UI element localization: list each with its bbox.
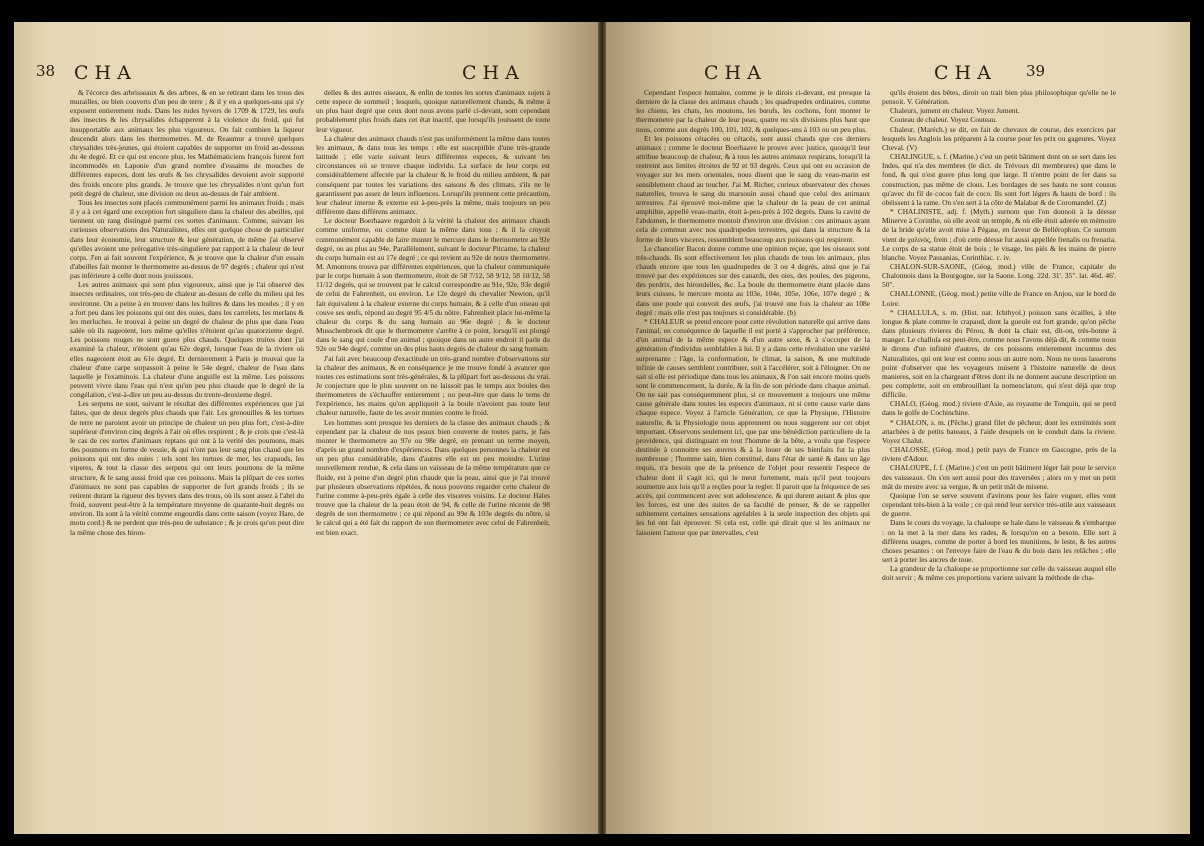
running-head-right-2: CHA [934, 62, 997, 84]
paragraph: * CHALEUR se prend encore pour cette révolution naturelle qui arrive dans l'animal, en conséquence de laquelle il est porté à s'approcher par préférence, d'un animal de la même espece & d'un autre sexe, & à s'occuper de la génération d'individus semblables à lui. Il y a dans cette révolution une variété surprenante : l'âge, la conformation, le climat, la saison, & une multitude infinie de causes semblent contribuer, soit à l'accélérer, soit à l'éloigner. On ne sait si elle est périodique dans tous les animaux, & l'on sait encore moins quels sont le commencement, la durée, & la fin de son période dans chaque animal. On ne sait pas conséquemment plus, si ce mouvement a toujours une même cause générale dans toutes les especes d'animaux, ni si cette cause varie dans chaque espece. Voyez à l'article Génération, ce que la Physique, l'Histoire naturelle, & la Physiologie nous apprennent ou nous suggerent sur cet objet important. Observons seulement ici, que par une bénédiction particuliere de la providence, qui distinguant en tout l'homme de la bête, a voulu que l'espece destinée à connoitre ses œuvres & à la louer de ses bienfaits fut la plus nombreuse ; l'homme sain, bien constitué, dans l'état de santé & dans un âge requis, n'a besoin que de la présence de l'objet pour ressentir l'espece de chaleur dont il s'agit ici, qui le meut fortement, mais qu'il peut toujours soumettre aux lois qu'il a reçûes pour la regler. Il paroit que la fréquence de ses accès, qui commencent avec son adolescence, & qui durent autant & plus que les forces, est une des suites de sa faculté de penser, & de se rappeller subitement certaines sensations agréables à la seule inspection des objets qui les lui ont fait éprouver. Si cela est, celle qui dirait que si les animaux ne faisoient l'amour que par intervalles, c'est [636, 316, 870, 537]
paragraph: CHALOUPE, f. f. (Marine.) c'est un petit bâtiment léger fait pour le service des vaisseaux. On s'en sert aussi pour des traversées ; alors on y met un petit mât de mestre avec sa vergue, & un petit mât de misene. [882, 463, 1116, 491]
running-head-right-1: CHA [704, 62, 767, 84]
paragraph: Les serpens ne sont, suivant le résultat des différentes expériences que j'ai faites, que de deux degrés plus chauds que l'air. Les grenouilles & les tortues de terre ne paroient avoir un principe de chaleur un peu plus fort, c'est-à-dire supérieur d'environ cinq degrés à l'air où elles respirent ; & je crois que c'est-là le cas de ces sortes d'animaux reptans qui ont à la verité des poumons, mais des poumons en forme de vessie, & qui n'ont pas leur sang plus chaud que les poissons qui ont des ouies : tels sont les tortues de mer, les crapauds, les viperes, & tout la classe des serpens qui ont leurs poumons de la même structure, & le sang aussi froid que ces poissons. Mais la plûpart de ces sortes d'animaux ne sont pas capables de supporter de fort grands froids ; ils se retirent durant la rigueur des hyvers dans des trous, où ils sont assez à l'abri du froid, souvent peut-être à la température moyenne de quarante-huit degrés ou environ. Ils sont à la vérité comme engourdis dans cette saison (voyez Hare, de motu cord.) & ne perdent que très-peu de substance ; & je crois qu'on peut dire la même chose des hiron- [70, 399, 304, 537]
paragraph: J'ai fait avec beaucoup d'exactitude un très-grand nombre d'observations sur la chaleur des animaux, & en conséquence je me trouve fondé à avancer que toutes ces estimations sont très-générales, & la plûpart fort au-dessous du vrai. Je conjecture que le plus souvent on ne laissoit pas le temps aux boules des thermometres de s'échauffer entierement ; ou peut-être que dans le tems de l'expérience, les mains qu'on appliquoit à la boule n'avoient pas toute leur chaleur naturelle, faute de les avoir munies contre le froid. [316, 353, 550, 418]
paragraph: * CHALINISTE, adj. f. (Myth.) surnom que l'on donnoit à la déesse Minerve à Corinthe, où elle avoit un temple, & où elle étoit adorée en mémoire de la bride qu'elle avoit mise à Pégase, en faveur de Bellérophon. Ce surnom vient de χαλινός, frein ; d'où cette déesse fut aussi appellée frenalis ou frenaria. Le corps de sa statue étoit de bois ; le visage, les piés & les mains de pierre blanche. Voyez Pausanias, Corinthiac. c. iv. [882, 207, 1116, 262]
text-column-2 [316, 88, 550, 813]
running-head-left-2: CHA [462, 62, 525, 84]
paragraph: & l'écorce des arbrisseaux & des arbres, & en se retirant dans les trous des murailles, ou bien couverts d'un peu de terre ; & il y en a quelques-uns qui s'y exposent entierement nuds. Dans les rudes hyvers de 1709 & 1729, les œufs des insectes & les chrysalides échapperent à la violence du froid, qui fut insupportable aux animaux les plus vigoureux. On fait combien la liqueur descendit alors dans les thermometres. M. de Reaumur a trouvé quelques chrysalides très-jeunes, qui étoient capables de supporter un froid au-dessous du 4e degré. Et ce qui est encore plus, les Mathématiciens françois furent fort incommodés en Laponie d'un grand nombre d'essaims de mouches de différentes especes, dont les œufs & les chrysalides devoient avoir supporté des froids encore plus grands. Je trouve que les chrysalides n'ont qu'un fort petit degré de chaleur, une division ou deux au-dessus de l'air ambient. [70, 88, 304, 198]
paragraph: CHALO, (Géog. mod.) riviere d'Asie, au royaume de Tonquin, qui se perd dans le golfe de Cochinchine. [882, 399, 1116, 418]
paragraph: Couteau de chaleur. Voyez Couteau. [890, 115, 997, 125]
paragraph: CHALINGUE, s. f. (Marine.) c'est un petit bâtiment dont on se sert dans les Indes, qui n'a des membres (le dict. de Trévoux dit membrures) que dans le fond, & qui n'est guere plus long que large. Il n'entre point de fer dans sa construction, pas même de clous. Les bordages de ses hauts ne sont cousus qu'avec du fil de cocos fait de coco. Ils sont fort légers & hauts de bord : ils obéissent à la rame. On s'en sert à la côte de Malabar & de Coromandel. (Z) [882, 152, 1116, 207]
left-page [14, 22, 598, 834]
paragraph: La chaleur des animaux chauds n'est pas uniformément la même dans toutes les animaux, & dans tous les temps : elle est susceptible d'une très-grande latitude ; elle varie suivant leurs différentes especes, & suivant les circonstances où se trouve chaque individu. La surface de leur corps est considérablement affectée par la chaleur & le froid du milieu ambient, & par conséquent par toutes les variations des saisons & des climats, s'ils ne le garantissent pas assez de leurs influences. Lorsqu'ils prennent cette précaution, leur chaleur interne & externe est à-peu-près la même, mais toujours un peu différente dans différens animaux. [316, 133, 550, 217]
paragraph: Chaleurs, jument en chaleur. Voyez Jument. [890, 106, 1020, 116]
paragraph: Tous les insectes sont placés communément parmi les animaux froids ; mais il y a à cet égard une exception fort singuliere dans la chaleur des abeilles, qui tiennent un rang distingué parmi ces sortes d'animaux. Comme, suivant les curieuses observations des Naturalistes, elles ont quelque chose de particulier dans leur économie, leur structure & leur génération, de même j'ai observé qu'elles avoient une prérogative très-singuliere par rapport à la chaleur de leur corps. J'en ai fait souvent l'expérience, & je trouve que la chaleur d'un essain d'abeilles fait monter le thermometre au-dessus de 97 degrés ; chaleur qui n'est pas inférieure à celle dont nous jouissons. [70, 197, 304, 281]
book-gutter [598, 22, 606, 834]
paragraph: Le chancelier Bacon donne comme une opinion reçue, que les oiseaux sont très-chauds. Ils sont effectivement les plus chauds de tous les animaux, plus chauds encore que tous les quadrupedes de 3 ou 4 degrés, ainsi que je l'ai trouvé par des expériences sur des canards, des oies, des poules, des pigeons, des perdrix, des hirondelles, &c. La boule du thermometre étant placée dans leurs cuisses, le mercure monta au 103e, 104e, 105e, 106e, 107e degré ; & dans une poule qui couvoit des œufs, j'ai trouvé une fois la chaleur au 108e degré : mais elle n'est pas toujours si considérable. (b) [636, 243, 870, 317]
right-page [606, 22, 1190, 834]
page-number-left: 38 [36, 62, 56, 80]
text-column-4 [882, 88, 1116, 813]
paragraph: CHALON-SUR-SAONE, (Géog. mod.) ville de France, capitale du Chalonnois dans la Bourgogne, sur la Saone. Long. 22d. 31'. 35". lat. 46d. 46'. 50". [882, 261, 1116, 290]
paragraph: Cependant l'espece humaine, comme je le dirois ci-devant, est presque la derniere de la classe des animaux chauds ; les quadrupedes ordinaires, comme les chiens, les chats, les moutons, les bœufs, les cochons, font monter le thermometre par la chaleur de leur peau, quatre ou six divisions plus haut que nous, comme aux degrés 100, 101, 102, & quelques-uns à 103 ou un peu plus. [636, 88, 870, 134]
paragraph: La grandeur de la chaloupe se proportionne sur celle du vaisseau auquel elle doit servir ; & même ces proportions varient suivant la méthode de cha- [882, 564, 1116, 583]
paragraph: delles & des autres oiseaux, & enfin de toutes les sortes d'animaux sujets à cette espece de sommeil ; lesquels, quoique naturellement chauds, & même à un plus haut degré que ceux dont nous avons parlé ci-devant, sont cependant probablement plus froids dans cet état inactif, que lorsqu'ils jouissent de toute leur vigueur. [316, 88, 550, 134]
paragraph: CHALOSSE, (Géog. mod.) petit pays de France en Gascogne, près de la riviere d'Adour. [882, 445, 1116, 464]
paragraph: Quoique l'on se serve souvent d'avirons pour les faire voguer, elles vont cependant très-bien à la voile ; ce qui rend leur service très-utile aux vaisseaux de guerre. [882, 490, 1116, 519]
paragraph: * CHALON, s. m. (Pêche.) grand filet de pêcheur, dont les extrémités sont attachées à de petits bateaux, à l'aide desquels on le conduit dans la riviere. Voyez Chalut. [882, 417, 1116, 445]
paragraph: Le docteur Boerhaave regardoit à la vérité la chaleur des animaux chauds comme uniforme, ou comme étant la même dans tous ; & il la croyoit communément capable de faire monter le mercure dans le thermometre au 92e degré, ou au plus au 94e. Parallèlement, suivant le docteur Pitcarne, la chaleur du corps humain est au 17e degré ; ce qui revient au 92e de notre thermometre. M. Amontons trouva par différentes expériences, que la chaleur communiquée par le corps humain à son thermometre, étoit de 58 7/12, 58 9/12, 58 10/12, 58 11/12 degrés, qui se trouvent par le calcul correspondre au 91e, 92e, 93e degré de celui de Fahrenheit, ou environ. Le 12e degré du chevalier Newton, qu'il fait équivalent à la chaleur externe du corps humain, & à celle d'un oiseau qui couve ses œufs, répond au degré 95 4/5 du nôtre. Fahrenheit place lui-même la chaleur du corps & du sang humain au 96e degré ; & le docteur Musschenbroek dit que le thermometre s'arrête à ce point, lorsqu'il est plongé dans le sang qui coule d'un animal ; quoique dans un autre endroit il parle du 92e ou 94e degré, comme un des plus hauts degrés de chaleur du sang humain. [316, 216, 550, 354]
paragraph: Dans le cours du voyage, la chaloupe se hale dans le vaisseau & s'embarque : on la met à la mer dans les rades, & lorsqu'on en a besoin. Elle sert à différens usages, comme de porter à bord les munitions, le leste, & les autres choses pesantes : on l'envoye faire de l'eau & du bois dans les relâches ; elle sert à porter les ancres de toue. [882, 518, 1116, 564]
paragraph: qu'ils étoient des bêtes, diroit un trait bien plus philosophique qu'elle ne le pensoit. V. Génération. [882, 88, 1116, 107]
paragraph: Chaleur, (Maréch.) se dit, en fait de chevaux de course, des exercices par lesquels les Anglois les préparent à la course pour les prix ou gageures. Voyez Cheval. (V) [882, 124, 1116, 152]
paragraph: Les hommes sont presque les derniers de la classe des animaux chauds ; & cependant par la chaleur de nos peaux bien couverte de toutes parts, je fais monter le thermometre au 97e ou 98e degré, en prenant un terme moyen, d'après un grand nombre d'expériences. Dans quelques personnes la chaleur est un peu plus considérable, dans d'autres elle est un peu moindre. L'urine nouvellement rendue, & cela dans un vaisseau de la même température que ce fluide, est à peine d'un degré plus chaude que la peau, ainsi que je l'ai trouvé par plusieurs observations répétées, & nous pouvons regarder cette chaleur de l'urine comme à-peu-près égale à celle des visceres voisins. Le docteur Hales trouve que la chaleur de la peau étoit de 94, & celle de l'urine récente de 98 degrés de son thermometre ; ce qui répond au 99e & 103e degrés du nôtre, si le calcul qui a été fait du rapport de son thermometre avec celui de Fahrenheit, est bien exact. [316, 417, 550, 537]
text-column-3 [636, 88, 870, 813]
text-column-1 [70, 88, 304, 813]
paragraph: Et les poissons cétacées ou cétacés, sont aussi chauds que ces derniers animaux ; comme le docteur Boerhaave le prouve avec justice, quoiqu'il leur attribue beaucoup de chaleur, & à tous les autres animaux respirans, lorsqu'il la restreint aux limites étroites de 92 et 93 degrés. Ceux qui ont eu occasion de voyager sur les mers orientales, nous disent que le sang du veau-marin est sensiblement chaud au toucher. J'ai M. Richer, curieux observateur des choses naturelles, trouva le sang du marsouin aussi chaud que celui des animaux terrestres. J'ai éprouvé moi-même que la chaleur de la peau de cet animal amphibie, appellé veau-marin, étoit à-peu-près à 102 degrés. Dans la cavité de l'abdomen, le thermometre montoit d'environ une division : ces animaux ayant cela de commun avec nos quadrupedes terrestres, qui dans la structure & la forme de leurs visceres, ressemblent beaucoup aux poissons qui respirent. [636, 133, 870, 244]
paragraph: * CHALLULA, s. m. (Hist. nat. Ichthyol.) poisson sans écailles, à tête longue & plate comme le crapaud, dont la gueule est fort grande, qu'on pêche dans plusieurs rivieres du Pérou, & dont la chair est, dit-on, très-bonne à manger. Le challula est peut-être, comme nous l'avons déjà dit, & comme nous le dirons d'un infinité d'autres, de ces poissons entierement inconnus des Naturalistes, qui ont leur est connu sous un autre nom. Nous ne nous lasserons point d'observer que les voyageurs nuisent à l'histoire naturelle de deux manieres, soit en la chargeant d'êtres dont ils ne donnent aucune description un peu complette, soit en embrouillant la nomenclature, qui n'est déjà que trop difficile. [882, 307, 1116, 400]
running-head-left-1: CHA [74, 62, 137, 84]
paragraph: Les autres animaux qui sont plus vigoureux, ainsi que je l'ai observé des insectes ordinaires, ont très-peu de chaleur au-dessus de celle du milieu qui les environne. On a peine à en trouver dans les huîtres & dans les moules ; il y en a fort peu dans les poissons qui ont des ouies, dans les carrelets, les merlans & les merluches. Je trouvai à peine un degré de chaleur de plus que dans l'eau salée où ils nageoient, lors même qu'elles n'étoient qu'au quatorzieme degré. Les poissons rouges ne sont guere plus chauds. Quelques truites dont j'ai examiné la chaleur, n'étoient qu'au 62e degré, lorsque l'eau de la riviere où elles nageoient étoit au 61e degré. Et dernierement à Paris je trouvai que la chaleur d'une carpe surpassoit à peine le 54e degré, chaleur de l'eau dans laquelle je l'examinois. La chaleur d'une anguille est la même. Les poissons peuvent vivre dans l'eau qui n'est qu'un peu plus chaude que le degré de la congélation, c'est-à-dire un peu au-dessus du trente-deuxieme degré. [70, 280, 304, 400]
page-number-right: 39 [1026, 62, 1046, 80]
open-book [14, 22, 1190, 834]
paragraph: CHALLONNE, (Géog. mod.) petite ville de France en Anjou, sur le bord de Loire. [882, 289, 1116, 308]
